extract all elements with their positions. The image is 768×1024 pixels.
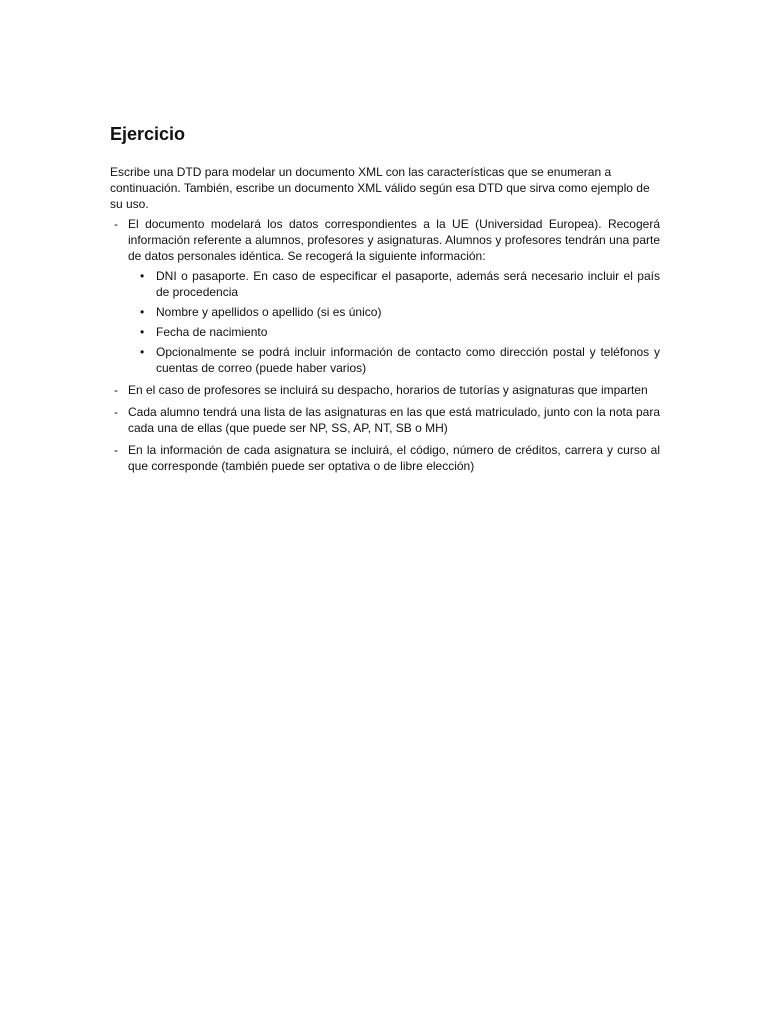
list-item-text: En el caso de profesores se incluirá su despacho, horarios de tutorías y asignaturas que imparten bbox=[128, 383, 648, 397]
document-page bbox=[110, 120, 660, 480]
bullet-marker: • bbox=[140, 345, 145, 359]
list-item-text: Cada alumno tendrá una lista de las asignaturas en las que está matriculado, junto con la nota para cada una de ellas (que puede ser NP, SS, AP, NT, SB o MH) bbox=[128, 405, 660, 435]
list-item bbox=[110, 442, 660, 474]
bullet-item bbox=[128, 268, 660, 300]
list-item bbox=[110, 404, 660, 436]
bullet-marker: • bbox=[140, 325, 145, 339]
requirements-list bbox=[110, 216, 660, 474]
bullet-item bbox=[128, 324, 660, 340]
list-item-text: En la información de cada asignatura se incluirá, el código, número de créditos, carrera y curso al que corresponde (también puede ser optativa o de libre elección) bbox=[128, 443, 660, 473]
intro-paragraph: Escribe una DTD para modelar un documento XML con las características que se enumeran a continuación. También, escribe un documento XML válido según esa DTD que sirva como ejemplo de su uso. bbox=[110, 165, 650, 211]
list-item bbox=[110, 216, 660, 376]
dash-marker: - bbox=[114, 383, 118, 397]
bullet-marker: • bbox=[140, 305, 145, 319]
list-item-text: El documento modelará los datos correspondientes a la UE (Universidad Europea). Recogerá información referente a alumnos, profesores y asignaturas. Alumnos y profesores tendrán una parte de datos personales idéntica. Se recogerá la siguiente información: bbox=[128, 217, 660, 263]
bullet-item-text: Opcionalmente se podrá incluir información de contacto como dirección postal y teléfonos y cuentas de correo (puede haber varios) bbox=[156, 345, 660, 375]
dash-marker: - bbox=[114, 405, 118, 419]
bullet-marker: • bbox=[140, 269, 145, 283]
personal-data-list bbox=[128, 268, 660, 376]
bullet-item bbox=[128, 304, 660, 320]
bullet-item bbox=[128, 344, 660, 376]
list-item bbox=[110, 382, 660, 398]
dash-marker: - bbox=[114, 443, 118, 457]
dash-marker: - bbox=[114, 217, 118, 231]
bullet-item-text: Nombre y apellidos o apellido (si es único) bbox=[156, 305, 382, 319]
bullet-item-text: Fecha de nacimiento bbox=[156, 325, 268, 339]
bullet-item-text: DNI o pasaporte. En caso de especificar el pasaporte, además será necesario incluir el país de procedencia bbox=[156, 269, 660, 299]
page-title: Ejercicio bbox=[110, 124, 186, 144]
